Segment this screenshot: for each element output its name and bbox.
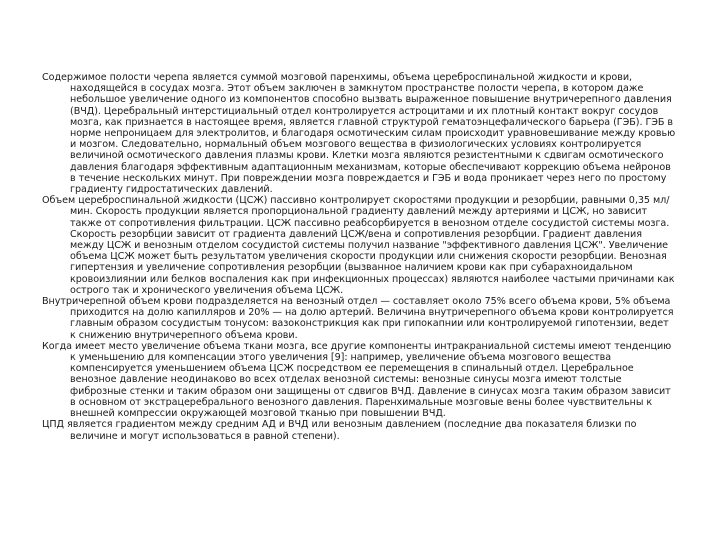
document-body xyxy=(42,72,676,442)
paragraph-csf-volume: Объем цереброспинальной жидкости (ЦСЖ) пассивно контролирует скоростями продукции и резорбции, равными 0,35 мл/мин. Скорость продукции является пропорциональной градиенту давлений между артериями и ЦСЖ, но зависит также от сопротивления фильтрации. ЦСЖ пассивно реабсорбируется в венозном отделе сосудистой системы мозга. Скорость резорбции зависит от градиента давлений ЦСЖ/вена и сопротивления резорбции. Градиент давления между ЦСЖ и венозным отделом сосудистой системы получил название "эффективного давления ЦСЖ". Увеличение объема ЦСЖ может быть результатом увеличения скорости продукции или снижения скорости резорбции. Венозная гипертензия и увеличение сопротивления резорбции (вызванное наличием крови как при субарахноидальном кровоизлиянии или белков воспаления как при инфекционных процессах) являются наиболее частыми причинами как острого так и хронического увеличения объема ЦСЖ. xyxy=(42,195,675,296)
paragraph-skull-contents: Содержимое полости черепа является суммой мозговой паренхимы, объема цереброспинальной жидкости и крови, находящейся в сосудах мозга. Этот объем заключен в замкнутом пространстве полости черепа, в котором даже небольшое увеличение одного из компонентов способно вызвать выраженное повышение внутричерепного давления (ВЧД). Церебральный интерстициальный отдел контролируется астроцитами и их плотный контакт вокруг сосудов мозга, как признается в настоящее время, является главной структурой гематоэнцефалического барьера (ГЭБ). ГЭБ в норме непроницаем для электролитов, и благодаря осмотическим силам происходит уравновешивание между кровью и мозгом. Следовательно, нормальный объем мозгового вещества в физиологических условиях контролируется величиной осмотического давления плазмы крови. Клетки мозга являются резистентными к сдвигам осмотического давления благодаря эффективным адаптационным механизмам, которые обеспечивают коррекцию объема нейронов в течение нескольких минут. При повреждении мозга повреждается и ГЭБ и вода проникает через него по простому градиенту гидростатических давлений. xyxy=(42,72,676,196)
paragraph-cpp: ЦПД является градиентом между средним АД и ВЧД или венозным давлением (последние два показателя близки по величине и могут использоваться в равной степени). xyxy=(42,419,637,442)
paragraph-compensation: Когда имеет место увеличение объема ткани мозга, все другие компоненты интракраниальной системы имеют тенденцию к уменьшению для компенсации этого увеличения [9]: например, увеличение объема мозгового вещества компенсируется уменьшением объема ЦСЖ посредством ее перемещения в спинальный отдел. Церебральное венозное давление неодинаково во всех отделах венозной системы: венозные синусы мозга имеют толстые фиброзные стенки и таким образом они защищены от сдвигов ВЧД. Давление в синусах мозга таким образом зависит в основном от экстрацеребрального венозного давления. Паренхимальные мозговые вены более чувствительны к внешней компрессии окружающей мозговой тканью при повышении ВЧД. xyxy=(42,340,672,420)
paragraph-blood-volume: Внутричерепной объем крови подразделяется на венозный отдел — составляет около 75% всего объема крови, 5% объема приходится на долю капилляров и 20% — на долю артерий. Величина внутричерепного объема крови контролируется главным образом сосудистым тонусом: вазоконстрикция как при гипокапнии или контролируемой гипотензии, ведет к снижению внутричерепного объема крови. xyxy=(42,296,674,341)
